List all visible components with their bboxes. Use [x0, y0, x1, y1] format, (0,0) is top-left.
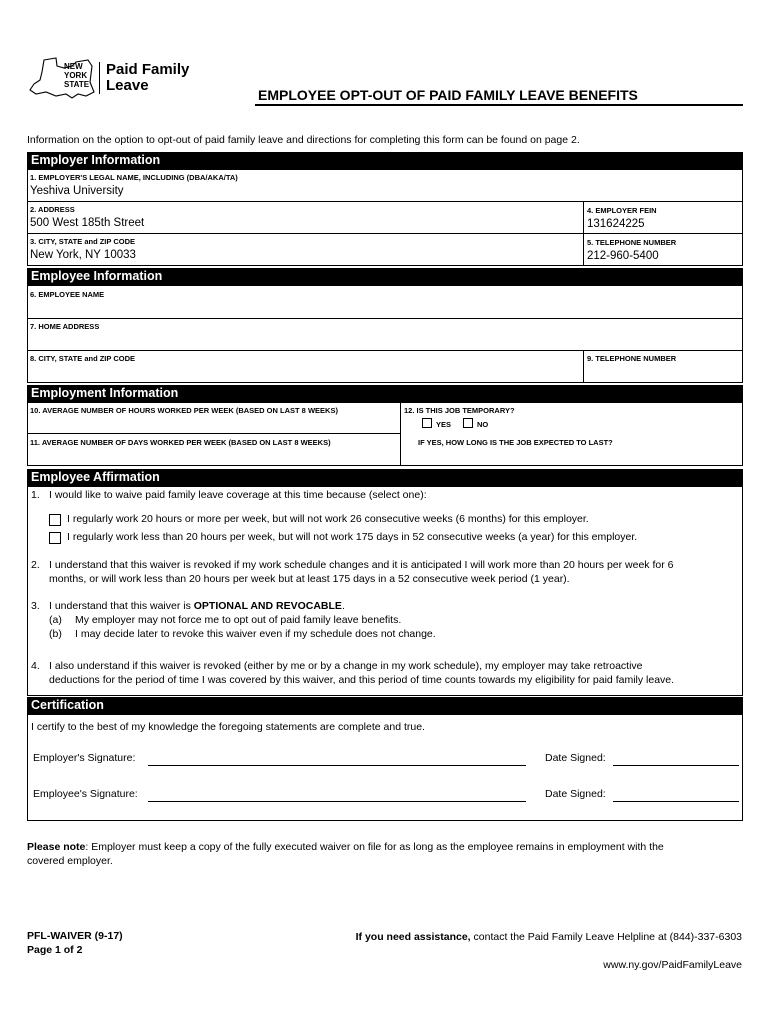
employer-address-field[interactable]: 500 West 185th Street — [30, 217, 145, 229]
affirmation-item-3-period: . — [341, 600, 345, 612]
affirmation-item-1: I would like to waive paid family leave coverage at this time because (select one): — [49, 489, 427, 501]
employer-section-header: Employer Information — [27, 152, 743, 169]
employer-date-signed-line[interactable] — [613, 765, 739, 766]
option-175-days-label: I regularly work less than 20 hours per week, but will not work 175 days in 52 consecutive weeks (a year) for this employer. — [67, 531, 638, 543]
affirmation-item-1-number: 1. — [31, 489, 40, 501]
employee-home-address-field[interactable] — [30, 334, 570, 347]
employer-phone-label: 5. TELEPHONE NUMBER — [587, 238, 677, 247]
temporary-job-label: 12. IS THIS JOB TEMPORARY? — [404, 406, 515, 415]
days-per-week-label: 11. AVERAGE NUMBER OF DAYS WORKED PER WEEK (BASED ON LAST 8 WEEKS) — [30, 438, 331, 447]
please-note-label: Please note — [27, 841, 86, 853]
logo-program-line-2: Leave — [106, 77, 149, 94]
website-link[interactable]: www.ny.gov/PaidFamilyLeave — [603, 959, 742, 971]
certification-statement: I certify to the best of my knowledge the foregoing statements are complete and true. — [31, 721, 425, 733]
logo-state-line-3: STATE — [64, 80, 90, 89]
affirmation-item-4-line-2: deductions for the period of time I was covered by this waiver, and this period of time counts towards my eligibility for paid family leave. — [49, 674, 675, 686]
temporary-no-label: NO — [477, 420, 489, 429]
employee-phone-field[interactable] — [587, 366, 737, 379]
affirmation-item-3a-marker: (a) — [49, 614, 62, 626]
form-id: PFL-WAIVER (9-17) — [27, 930, 123, 942]
affirmation-item-3a: My employer may not force me to opt out of paid family leave benefits. — [75, 614, 402, 626]
employee-date-signed-line[interactable] — [613, 801, 739, 802]
employment-section-header: Employment Information — [27, 385, 743, 402]
temporary-no-checkbox[interactable] — [463, 418, 473, 428]
affirmation-item-2-number: 2. — [31, 559, 40, 571]
affirmation-item-3b: I may decide later to revoke this waiver even if my schedule does not change. — [75, 628, 436, 640]
employee-name-field[interactable] — [30, 302, 570, 315]
affirmation-item-3b-marker: (b) — [49, 628, 62, 640]
logo-state-line-1: NEW — [64, 62, 83, 71]
temporary-yes-checkbox[interactable] — [422, 418, 432, 428]
employee-city-label: 8. CITY, STATE and ZIP CODE — [30, 354, 136, 363]
hours-per-week-field[interactable] — [30, 417, 395, 431]
job-duration-label: IF YES, HOW LONG IS THE JOB EXPECTED TO LAST? — [418, 438, 613, 447]
title-rule — [255, 104, 743, 106]
employer-signature-line[interactable] — [148, 765, 526, 766]
employer-signature-label: Employer's Signature: — [33, 752, 136, 764]
certification-section-header: Certification — [27, 697, 743, 714]
temporary-yes-label: YES — [436, 420, 452, 429]
employee-name-label: 6. EMPLOYEE NAME — [30, 290, 105, 299]
affirmation-item-2-line-2: months, or will work less than 20 hours per week but at least 175 days in a 52 consecutive week period (1 year). — [49, 573, 570, 585]
affirmation-item-3-emphasis: OPTIONAL AND REVOCABLE — [193, 600, 342, 612]
please-note-line-2: covered employer. — [27, 855, 113, 867]
page-number: Page 1 of 2 — [27, 944, 83, 956]
option-175-days-checkbox[interactable] — [49, 532, 61, 544]
employer-phone-field[interactable]: 212-960-5400 — [587, 250, 659, 262]
affirmation-item-3-number: 3. — [31, 600, 40, 612]
option-20-hours-label: I regularly work 20 hours or more per week, but will not work 26 consecutive weeks (6 months) for this employer. — [67, 513, 589, 525]
logo-program-line-1: Paid Family — [106, 61, 190, 78]
employee-signature-label: Employee's Signature: — [33, 788, 138, 800]
employer-fein-field[interactable]: 131624225 — [587, 218, 645, 230]
affirmation-item-3-text: I understand that this waiver is — [49, 600, 194, 612]
intro-text: Information on the option to opt-out of paid family leave and directions for completing this form can be found on page 2. — [27, 134, 580, 146]
affirmation-item-2-line-1: I understand that this waiver is revoked if my work schedule changes and it is anticipated I will work more than 20 hours per week for 6 — [49, 559, 674, 571]
employer-date-signed-label: Date Signed: — [545, 752, 606, 764]
employer-city-label: 3. CITY, STATE and ZIP CODE — [30, 237, 136, 246]
employer-fein-label: 4. EMPLOYER FEIN — [587, 206, 657, 215]
employee-date-signed-label: Date Signed: — [545, 788, 606, 800]
logo-state-line-2: YORK — [64, 71, 88, 80]
job-duration-field[interactable] — [418, 449, 738, 463]
helpline-bold: If you need assistance, — [355, 931, 471, 943]
employer-legal-name-label: 1. EMPLOYER'S LEGAL NAME, INCLUDING (DBA/AKA/TA) — [30, 173, 238, 182]
employer-address-label: 2. ADDRESS — [30, 205, 75, 214]
employee-city-field[interactable] — [30, 366, 570, 379]
please-note — [27, 840, 664, 854]
form-title: EMPLOYEE OPT-OUT OF PAID FAMILY LEAVE BENEFITS — [258, 87, 638, 103]
helpline-text — [356, 931, 742, 943]
employee-phone-label: 9. TELEPHONE NUMBER — [587, 354, 677, 363]
affirmation-item-4-line-1: I also understand if this waiver is revoked (either by me or by a change in my work schedule), my employer may take retroactive — [49, 660, 643, 672]
nys-logo — [26, 56, 196, 102]
days-per-week-field[interactable] — [30, 449, 395, 463]
please-note-text: : Employer must keep a copy of the fully executed waiver on file for as long as the employee remains in employment with the — [85, 841, 664, 853]
employer-city-field[interactable]: New York, NY 10033 — [30, 249, 136, 261]
hours-per-week-label: 10. AVERAGE NUMBER OF HOURS WORKED PER WEEK (BASED ON LAST 8 WEEKS) — [30, 406, 338, 415]
employer-legal-name-field[interactable]: Yeshiva University — [30, 185, 124, 197]
affirmation-item-3 — [49, 599, 345, 613]
affirmation-item-4-number: 4. — [31, 660, 40, 672]
affirmation-section-header: Employee Affirmation — [27, 469, 743, 486]
employee-section-header: Employee Information — [27, 268, 743, 285]
option-20-hours-checkbox[interactable] — [49, 514, 61, 526]
employee-home-address-label: 7. HOME ADDRESS — [30, 322, 100, 331]
helpline-number: contact the Paid Family Leave Helpline at (844)-337-6303 — [470, 931, 742, 943]
employee-signature-line[interactable] — [148, 801, 526, 802]
